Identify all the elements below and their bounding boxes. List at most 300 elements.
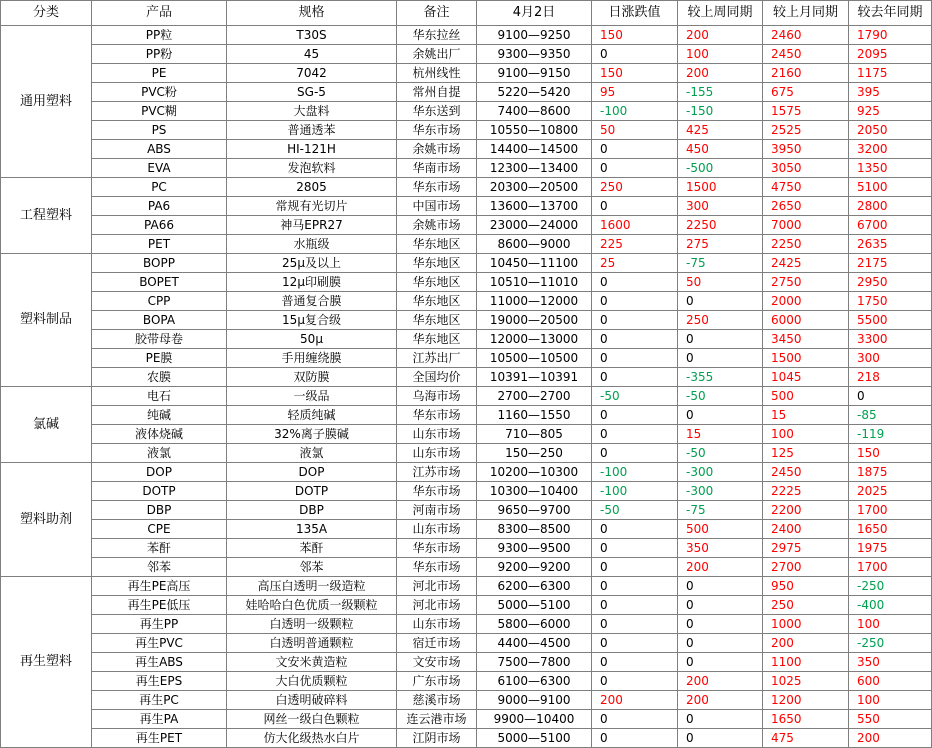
table-row — [1, 159, 932, 178]
product-cell: 电石 — [92, 387, 227, 406]
daily-change-cell: -100 — [592, 463, 678, 482]
table-row — [1, 197, 932, 216]
year-change-cell: 925 — [849, 102, 932, 121]
note-cell: 杭州线性 — [397, 64, 477, 83]
table-row — [1, 729, 932, 748]
daily-change-cell: -100 — [592, 102, 678, 121]
week-change-cell: -155 — [678, 83, 763, 102]
price-cell: 10391—10391 — [477, 368, 592, 387]
year-change-cell: 1975 — [849, 539, 932, 558]
category-cell: 通用塑料 — [1, 26, 92, 178]
table-row — [1, 596, 932, 615]
week-change-cell: 425 — [678, 121, 763, 140]
price-cell: 5800—6000 — [477, 615, 592, 634]
year-change-cell: 2025 — [849, 482, 932, 501]
note-cell: 中国市场 — [397, 197, 477, 216]
table-row — [1, 273, 932, 292]
daily-change-cell: 0 — [592, 634, 678, 653]
year-change-cell: 150 — [849, 444, 932, 463]
week-change-cell: 200 — [678, 26, 763, 45]
product-cell: 再生PE低压 — [92, 596, 227, 615]
month-change-cell: 3450 — [763, 330, 849, 349]
daily-change-cell: 0 — [592, 520, 678, 539]
spec-cell: 仿大化级热水白片 — [227, 729, 397, 748]
week-change-cell: 200 — [678, 691, 763, 710]
week-change-cell: 200 — [678, 64, 763, 83]
year-change-cell: -85 — [849, 406, 932, 425]
spec-cell: T30S — [227, 26, 397, 45]
year-change-cell: 300 — [849, 349, 932, 368]
month-change-cell: 2700 — [763, 558, 849, 577]
daily-change-cell: 0 — [592, 653, 678, 672]
week-change-cell: -300 — [678, 482, 763, 501]
week-change-cell: 500 — [678, 520, 763, 539]
year-change-cell: -400 — [849, 596, 932, 615]
product-cell: BOPA — [92, 311, 227, 330]
month-change-cell: 1500 — [763, 349, 849, 368]
note-cell: 华东市场 — [397, 482, 477, 501]
price-cell: 9200—9200 — [477, 558, 592, 577]
price-cell: 10300—10400 — [477, 482, 592, 501]
week-change-cell: 0 — [678, 330, 763, 349]
daily-change-cell: 0 — [592, 672, 678, 691]
note-cell: 余姚市场 — [397, 216, 477, 235]
spec-cell: HI-121H — [227, 140, 397, 159]
month-change-cell: 2450 — [763, 463, 849, 482]
note-cell: 山东市场 — [397, 520, 477, 539]
price-cell: 20300—20500 — [477, 178, 592, 197]
spec-cell: 苯酐 — [227, 539, 397, 558]
month-change-cell: 2250 — [763, 235, 849, 254]
note-cell: 余姚出厂 — [397, 45, 477, 64]
product-cell: 再生PE高压 — [92, 577, 227, 596]
product-cell: 再生PA — [92, 710, 227, 729]
price-cell: 12000—13000 — [477, 330, 592, 349]
table-row — [1, 178, 932, 197]
table-row — [1, 653, 932, 672]
note-cell: 江苏市场 — [397, 463, 477, 482]
year-change-cell: 100 — [849, 691, 932, 710]
daily-change-cell: 25 — [592, 254, 678, 273]
daily-change-cell: 150 — [592, 26, 678, 45]
product-cell: DBP — [92, 501, 227, 520]
spec-cell: 高压白透明一级造粒 — [227, 577, 397, 596]
year-change-cell: 5100 — [849, 178, 932, 197]
product-cell: DOTP — [92, 482, 227, 501]
header-product: 产品 — [92, 1, 227, 26]
month-change-cell: 125 — [763, 444, 849, 463]
note-cell: 山东市场 — [397, 425, 477, 444]
product-cell: DOP — [92, 463, 227, 482]
daily-change-cell: 150 — [592, 64, 678, 83]
month-change-cell: 2400 — [763, 520, 849, 539]
price-cell: 5000—5100 — [477, 729, 592, 748]
week-change-cell: -355 — [678, 368, 763, 387]
year-change-cell: 1650 — [849, 520, 932, 539]
daily-change-cell: 0 — [592, 729, 678, 748]
daily-change-cell: 0 — [592, 368, 678, 387]
daily-change-cell: 0 — [592, 406, 678, 425]
year-change-cell: 6700 — [849, 216, 932, 235]
price-cell: 9100—9250 — [477, 26, 592, 45]
category-cell: 塑料制品 — [1, 254, 92, 387]
category-cell: 氯碱 — [1, 387, 92, 463]
week-change-cell: -50 — [678, 387, 763, 406]
price-cell: 7400—8600 — [477, 102, 592, 121]
price-cell: 14400—14500 — [477, 140, 592, 159]
spec-cell: 50μ — [227, 330, 397, 349]
year-change-cell: 1875 — [849, 463, 932, 482]
price-cell: 11000—12000 — [477, 292, 592, 311]
table-row — [1, 216, 932, 235]
month-change-cell: 4750 — [763, 178, 849, 197]
product-cell: 再生ABS — [92, 653, 227, 672]
week-change-cell: 1500 — [678, 178, 763, 197]
week-change-cell: 0 — [678, 615, 763, 634]
month-change-cell: 3050 — [763, 159, 849, 178]
product-cell: PVC粉 — [92, 83, 227, 102]
daily-change-cell: 0 — [592, 45, 678, 64]
week-change-cell: 2250 — [678, 216, 763, 235]
table-row — [1, 558, 932, 577]
daily-change-cell: -50 — [592, 387, 678, 406]
header-week-change: 较上周同期 — [678, 1, 763, 26]
product-cell: 再生EPS — [92, 672, 227, 691]
week-change-cell: 200 — [678, 558, 763, 577]
price-cell: 9650—9700 — [477, 501, 592, 520]
table-row — [1, 140, 932, 159]
daily-change-cell: 0 — [592, 159, 678, 178]
note-cell: 河北市场 — [397, 596, 477, 615]
product-cell: CPP — [92, 292, 227, 311]
price-cell: 9100—9150 — [477, 64, 592, 83]
month-change-cell: 1200 — [763, 691, 849, 710]
price-cell: 23000—24000 — [477, 216, 592, 235]
header-price: 4月2日 — [477, 1, 592, 26]
month-change-cell: 2425 — [763, 254, 849, 273]
daily-change-cell: -100 — [592, 482, 678, 501]
table-row — [1, 482, 932, 501]
daily-change-cell: 225 — [592, 235, 678, 254]
product-cell: PC — [92, 178, 227, 197]
year-change-cell: -250 — [849, 634, 932, 653]
note-cell: 华东地区 — [397, 235, 477, 254]
daily-change-cell: 0 — [592, 710, 678, 729]
table-body — [1, 26, 932, 748]
daily-change-cell: 0 — [592, 140, 678, 159]
spec-cell: 水瓶级 — [227, 235, 397, 254]
product-cell: 胶带母卷 — [92, 330, 227, 349]
note-cell: 河北市场 — [397, 577, 477, 596]
price-cell: 10500—10500 — [477, 349, 592, 368]
note-cell: 华东市场 — [397, 178, 477, 197]
note-cell: 华东地区 — [397, 273, 477, 292]
spec-cell: 大盘料 — [227, 102, 397, 121]
note-cell: 华东市场 — [397, 558, 477, 577]
month-change-cell: 2450 — [763, 45, 849, 64]
spec-cell: DOTP — [227, 482, 397, 501]
spec-cell: 2805 — [227, 178, 397, 197]
year-change-cell: 1700 — [849, 558, 932, 577]
week-change-cell: 0 — [678, 634, 763, 653]
note-cell: 山东市场 — [397, 615, 477, 634]
week-change-cell: -150 — [678, 102, 763, 121]
week-change-cell: -300 — [678, 463, 763, 482]
product-cell: 再生PVC — [92, 634, 227, 653]
year-change-cell: 2800 — [849, 197, 932, 216]
spec-cell: 液氯 — [227, 444, 397, 463]
product-cell: EVA — [92, 159, 227, 178]
table-row — [1, 710, 932, 729]
daily-change-cell: 0 — [592, 273, 678, 292]
spec-cell: SG-5 — [227, 83, 397, 102]
note-cell: 常州自提 — [397, 83, 477, 102]
year-change-cell: 2095 — [849, 45, 932, 64]
year-change-cell: 1175 — [849, 64, 932, 83]
spec-cell: 32%离子膜碱 — [227, 425, 397, 444]
price-cell: 6200—6300 — [477, 577, 592, 596]
spec-cell: 25μ及以上 — [227, 254, 397, 273]
spec-cell: 手用缠绕膜 — [227, 349, 397, 368]
year-change-cell: -250 — [849, 577, 932, 596]
daily-change-cell: 0 — [592, 349, 678, 368]
product-cell: PS — [92, 121, 227, 140]
header-spec: 规格 — [227, 1, 397, 26]
price-cell: 4400—4500 — [477, 634, 592, 653]
spec-cell: 普通透苯 — [227, 121, 397, 140]
week-change-cell: -75 — [678, 501, 763, 520]
week-change-cell: 300 — [678, 197, 763, 216]
product-cell: CPE — [92, 520, 227, 539]
month-change-cell: 15 — [763, 406, 849, 425]
note-cell: 华东地区 — [397, 292, 477, 311]
note-cell: 连云港市场 — [397, 710, 477, 729]
spec-cell: 神马EPR27 — [227, 216, 397, 235]
year-change-cell: -119 — [849, 425, 932, 444]
month-change-cell: 1575 — [763, 102, 849, 121]
table-row — [1, 45, 932, 64]
note-cell: 华东地区 — [397, 311, 477, 330]
price-cell: 8600—9000 — [477, 235, 592, 254]
spec-cell: 发泡软料 — [227, 159, 397, 178]
table-row — [1, 444, 932, 463]
product-cell: 再生PP — [92, 615, 227, 634]
product-cell: PE膜 — [92, 349, 227, 368]
year-change-cell: 5500 — [849, 311, 932, 330]
price-cell: 9900—10400 — [477, 710, 592, 729]
week-change-cell: 0 — [678, 729, 763, 748]
product-cell: 液氯 — [92, 444, 227, 463]
note-cell: 山东市场 — [397, 444, 477, 463]
year-change-cell: 0 — [849, 387, 932, 406]
price-cell: 1160—1550 — [477, 406, 592, 425]
table-row — [1, 672, 932, 691]
daily-change-cell: 0 — [592, 311, 678, 330]
week-change-cell: 200 — [678, 672, 763, 691]
daily-change-cell: 95 — [592, 83, 678, 102]
table-row — [1, 577, 932, 596]
table-row — [1, 634, 932, 653]
daily-change-cell: 50 — [592, 121, 678, 140]
product-cell: PP粉 — [92, 45, 227, 64]
table-row — [1, 501, 932, 520]
month-change-cell: 2200 — [763, 501, 849, 520]
month-change-cell: 250 — [763, 596, 849, 615]
month-change-cell: 2975 — [763, 539, 849, 558]
week-change-cell: 0 — [678, 653, 763, 672]
week-change-cell: 0 — [678, 349, 763, 368]
product-cell: PA66 — [92, 216, 227, 235]
price-cell: 8300—8500 — [477, 520, 592, 539]
header-month-change: 较上月同期 — [763, 1, 849, 26]
table-row — [1, 102, 932, 121]
price-cell: 9300—9500 — [477, 539, 592, 558]
year-change-cell: 350 — [849, 653, 932, 672]
table-row — [1, 121, 932, 140]
price-cell: 10450—11100 — [477, 254, 592, 273]
week-change-cell: 0 — [678, 596, 763, 615]
table-row — [1, 368, 932, 387]
table-row — [1, 235, 932, 254]
product-cell: 邻苯 — [92, 558, 227, 577]
price-cell: 12300—13400 — [477, 159, 592, 178]
price-cell: 6100—6300 — [477, 672, 592, 691]
week-change-cell: 250 — [678, 311, 763, 330]
product-cell: BOPP — [92, 254, 227, 273]
product-cell: PE — [92, 64, 227, 83]
note-cell: 江阴市场 — [397, 729, 477, 748]
note-cell: 文安市场 — [397, 653, 477, 672]
category-cell: 工程塑料 — [1, 178, 92, 254]
price-cell: 9300—9350 — [477, 45, 592, 64]
category-cell: 再生塑料 — [1, 577, 92, 748]
month-change-cell: 475 — [763, 729, 849, 748]
product-cell: PET — [92, 235, 227, 254]
year-change-cell: 600 — [849, 672, 932, 691]
header-row — [1, 1, 932, 26]
year-change-cell: 1350 — [849, 159, 932, 178]
note-cell: 江苏出厂 — [397, 349, 477, 368]
price-cell: 19000—20500 — [477, 311, 592, 330]
price-cell: 710—805 — [477, 425, 592, 444]
spec-cell: 白透明破碎料 — [227, 691, 397, 710]
price-cell: 10550—10800 — [477, 121, 592, 140]
table-row — [1, 64, 932, 83]
note-cell: 华东市场 — [397, 406, 477, 425]
price-cell: 7500—7800 — [477, 653, 592, 672]
spec-cell: DOP — [227, 463, 397, 482]
daily-change-cell: 1600 — [592, 216, 678, 235]
daily-change-cell: 0 — [592, 615, 678, 634]
month-change-cell: 3950 — [763, 140, 849, 159]
spec-cell: 普通复合膜 — [227, 292, 397, 311]
header-daily-change: 日涨跌值 — [592, 1, 678, 26]
year-change-cell: 100 — [849, 615, 932, 634]
table-row — [1, 83, 932, 102]
header-year-change: 较去年同期 — [849, 1, 932, 26]
price-cell: 2700—2700 — [477, 387, 592, 406]
month-change-cell: 2460 — [763, 26, 849, 45]
week-change-cell: 15 — [678, 425, 763, 444]
note-cell: 华东市场 — [397, 539, 477, 558]
daily-change-cell: 0 — [592, 577, 678, 596]
note-cell: 慈溪市场 — [397, 691, 477, 710]
month-change-cell: 1045 — [763, 368, 849, 387]
week-change-cell: 450 — [678, 140, 763, 159]
daily-change-cell: 250 — [592, 178, 678, 197]
spec-cell: 12μ印刷膜 — [227, 273, 397, 292]
month-change-cell: 2650 — [763, 197, 849, 216]
year-change-cell: 1790 — [849, 26, 932, 45]
month-change-cell: 1025 — [763, 672, 849, 691]
year-change-cell: 1700 — [849, 501, 932, 520]
spec-cell: 邻苯 — [227, 558, 397, 577]
daily-change-cell: 0 — [592, 444, 678, 463]
product-cell: 苯酐 — [92, 539, 227, 558]
spec-cell: 双防膜 — [227, 368, 397, 387]
price-cell: 5220—5420 — [477, 83, 592, 102]
product-cell: 再生PC — [92, 691, 227, 710]
note-cell: 宿迁市场 — [397, 634, 477, 653]
year-change-cell: 2635 — [849, 235, 932, 254]
spec-cell: 7042 — [227, 64, 397, 83]
spec-cell: 网丝一级白色颗粒 — [227, 710, 397, 729]
week-change-cell: -75 — [678, 254, 763, 273]
year-change-cell: 3300 — [849, 330, 932, 349]
month-change-cell: 1100 — [763, 653, 849, 672]
month-change-cell: 1650 — [763, 710, 849, 729]
spec-cell: 45 — [227, 45, 397, 64]
note-cell: 全国均价 — [397, 368, 477, 387]
spec-cell: 白透明普通颗粒 — [227, 634, 397, 653]
week-change-cell: 0 — [678, 710, 763, 729]
header-category: 分类 — [1, 1, 92, 26]
spec-cell: 一级品 — [227, 387, 397, 406]
note-cell: 华东地区 — [397, 254, 477, 273]
note-cell: 华东市场 — [397, 121, 477, 140]
year-change-cell: 218 — [849, 368, 932, 387]
spec-cell: 白透明一级颗粒 — [227, 615, 397, 634]
week-change-cell: 0 — [678, 577, 763, 596]
daily-change-cell: 0 — [592, 330, 678, 349]
note-cell: 河南市场 — [397, 501, 477, 520]
month-change-cell: 7000 — [763, 216, 849, 235]
year-change-cell: 200 — [849, 729, 932, 748]
price-cell: 13600—13700 — [477, 197, 592, 216]
spec-cell: 135A — [227, 520, 397, 539]
price-cell: 9000—9100 — [477, 691, 592, 710]
month-change-cell: 2525 — [763, 121, 849, 140]
table-row — [1, 292, 932, 311]
month-change-cell: 1000 — [763, 615, 849, 634]
table-row — [1, 406, 932, 425]
month-change-cell: 2000 — [763, 292, 849, 311]
note-cell: 华东拉丝 — [397, 26, 477, 45]
price-cell: 5000—5100 — [477, 596, 592, 615]
product-cell: 农膜 — [92, 368, 227, 387]
week-change-cell: 350 — [678, 539, 763, 558]
week-change-cell: 0 — [678, 292, 763, 311]
table-row — [1, 463, 932, 482]
note-cell: 华东地区 — [397, 330, 477, 349]
product-cell: 液体烧碱 — [92, 425, 227, 444]
product-cell: PA6 — [92, 197, 227, 216]
spec-cell: 大白优质颗粒 — [227, 672, 397, 691]
spec-cell: 常规有光切片 — [227, 197, 397, 216]
month-change-cell: 675 — [763, 83, 849, 102]
year-change-cell: 3200 — [849, 140, 932, 159]
product-cell: 纯碱 — [92, 406, 227, 425]
